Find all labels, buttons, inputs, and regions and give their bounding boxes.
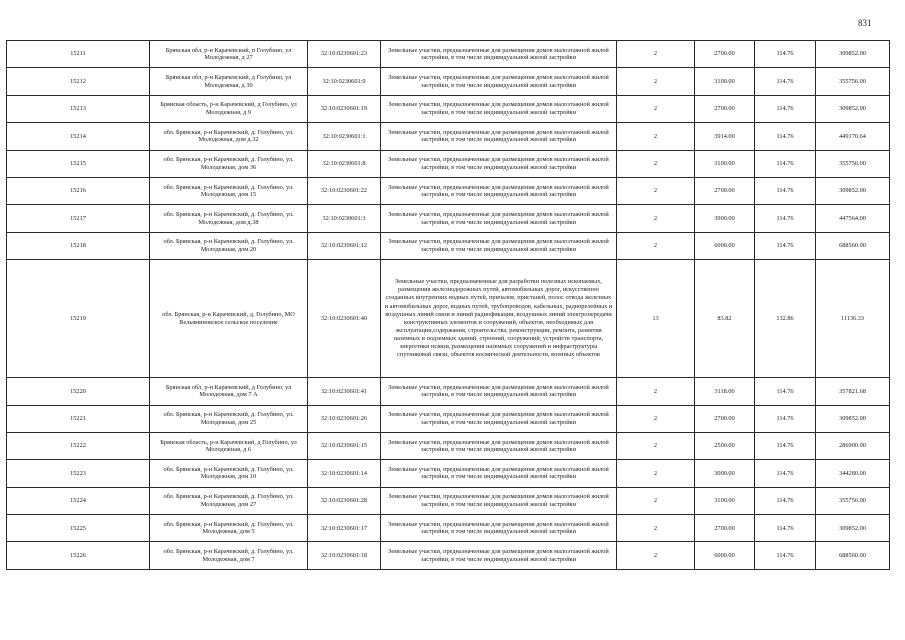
area-cell: 2700.00 [695, 405, 755, 432]
specific-value-cell: 114.76 [755, 378, 816, 405]
purpose-group-cell: 2 [617, 460, 695, 487]
row-number: 15216 [7, 177, 150, 204]
cadastral-number-cell: 32:10:0230601:41 [308, 378, 381, 405]
cadastral-number-cell: 32:10:0230601:15 [308, 432, 381, 459]
row-number: 15218 [7, 232, 150, 259]
table-row [7, 177, 890, 204]
purpose-group-cell: 13 [617, 260, 695, 378]
address-cell: обл. Брянская, р-н Карачевский, д. Голубино, ул. Молодежная, дом 27 [150, 487, 308, 514]
row-number: 15224 [7, 487, 150, 514]
specific-value-cell: 114.76 [755, 432, 816, 459]
cadastral-number-cell: 32:10:0230601:17 [308, 515, 381, 542]
row-number: 15215 [7, 150, 150, 177]
land-purpose-cell: Земельные участки, предназначенные для размещения домов малоэтажной жилой застройки, в том числе индивидуальной жилой застройки [381, 232, 617, 259]
row-number: 15221 [7, 405, 150, 432]
table-row [7, 123, 890, 150]
address-cell: Брянская обл, р-н Карачевский, д Голубино, ул Молодежная, дом 7 А [150, 378, 308, 405]
cadastral-value-cell: 309852.00 [816, 95, 890, 122]
cadastral-value-cell: 447564.00 [816, 205, 890, 232]
address-cell: обл. Брянская, р-н Карачевский, д. Голубино, ул. Молодежная, дом 7 [150, 542, 308, 569]
table-row [7, 378, 890, 405]
land-purpose-cell: Земельные участки, предназначенные для размещения домов малоэтажной жилой застройки, в том числе индивидуальной жилой застройки [381, 378, 617, 405]
address-cell: обл. Брянская, р-н Карачевский, д. Голубино, МО Вельяминовское сельское поселение [150, 260, 308, 378]
area-cell: 2700.00 [695, 177, 755, 204]
land-purpose-cell: Земельные участки, предназначенные для размещения домов малоэтажной жилой застройки, в том числе индивидуальной жилой застройки [381, 432, 617, 459]
specific-value-cell: 114.76 [755, 515, 816, 542]
row-number: 15217 [7, 205, 150, 232]
specific-value-cell: 114.76 [755, 232, 816, 259]
purpose-group-cell: 2 [617, 150, 695, 177]
area-cell: 6000.00 [695, 232, 755, 259]
row-number: 15211 [7, 41, 150, 68]
row-number: 15222 [7, 432, 150, 459]
table-row [7, 232, 890, 259]
address-cell: обл. Брянская, р-н Карачевский, д. Голубино, ул. Молодежная, дом д.32 [150, 123, 308, 150]
cadastral-value-cell: 355756.00 [816, 150, 890, 177]
purpose-group-cell: 2 [617, 95, 695, 122]
area-cell: 2500.00 [695, 432, 755, 459]
area-cell: 3100.00 [695, 150, 755, 177]
area-cell: 2700.00 [695, 41, 755, 68]
cadastral-number-cell: 32:10:0230601:9 [308, 68, 381, 95]
cadastral-number-cell: 32:10:0230601:19 [308, 95, 381, 122]
specific-value-cell: 114.76 [755, 487, 816, 514]
land-purpose-cell: Земельные участки, предназначенные для разработки полезных ископаемых, размещения железнодорожных путей, автомобильных дорог, искусственно созданных внутренних водных путей, причалов, пристаней, полос отвода железных и автомобильных дорог, водных путей, трубопроводов, кабельных, радиорелейных и воздушных линий связи и линий радиофикации, воздушных линий электропередачи конструктивных элементов и сооружений, объектов, необходимых для эксплуатации,содержания, строительства, реконструкции, ремонта, развития наземных и подземных зданий, строений, сооружений, устройств транспорта, энергетики нсвязи, размещения наземных сооружений и инфраструктуры спутниковой связи, объектов космической деятельности, военных объектов [381, 260, 617, 378]
specific-value-cell: 114.76 [755, 150, 816, 177]
purpose-group-cell: 2 [617, 405, 695, 432]
purpose-group-cell: 2 [617, 232, 695, 259]
land-purpose-cell: Земельные участки, предназначенные для размещения домов малоэтажной жилой застройки, в том числе индивидуальной жилой застройки [381, 515, 617, 542]
area-cell: 83.82 [695, 260, 755, 378]
specific-value-cell: 114.76 [755, 95, 816, 122]
address-cell: обл. Брянская, р-н Карачевский, д. Голубино, ул. Молодежная, дом 25 [150, 405, 308, 432]
land-purpose-cell: Земельные участки, предназначенные для размещения домов малоэтажной жилой застройки, в том числе индивидуальной жилой застройки [381, 123, 617, 150]
land-purpose-cell: Земельные участки, предназначенные для размещения домов малоэтажной жилой застройки, в том числе индивидуальной жилой застройки [381, 95, 617, 122]
cadastral-number-cell: 32:10:0230601:1 [308, 123, 381, 150]
land-purpose-cell: Земельные участки, предназначенные для размещения домов малоэтажной жилой застройки, в том числе индивидуальной жилой застройки [381, 177, 617, 204]
cadastral-value-cell: 286900.00 [816, 432, 890, 459]
area-cell: 3100.00 [695, 487, 755, 514]
purpose-group-cell: 2 [617, 123, 695, 150]
table-row [7, 432, 890, 459]
address-cell: Брянская обл, р-н Карачевский, п Голубино, ул Молодежная, д 27 [150, 41, 308, 68]
row-number: 15212 [7, 68, 150, 95]
cadastral-number-cell: 32:10:0230601:28 [308, 487, 381, 514]
page-number: 831 [858, 18, 872, 28]
address-cell: обл. Брянская, р-н Карачевский, д. Голубино, ул. Молодежная, дом 5 [150, 515, 308, 542]
area-cell: 3000.00 [695, 460, 755, 487]
table-row [7, 515, 890, 542]
cadastral-value-cell: 688560.00 [816, 542, 890, 569]
specific-value-cell: 114.76 [755, 68, 816, 95]
row-number: 15225 [7, 515, 150, 542]
purpose-group-cell: 2 [617, 41, 695, 68]
table-row [7, 487, 890, 514]
cadastral-value-cell: 344280.00 [816, 460, 890, 487]
table-row [7, 68, 890, 95]
purpose-group-cell: 2 [617, 177, 695, 204]
purpose-group-cell: 2 [617, 432, 695, 459]
area-cell: 2700.00 [695, 95, 755, 122]
land-purpose-cell: Земельные участки, предназначенные для размещения домов малоэтажной жилой застройки, в том числе индивидуальной жилой застройки [381, 487, 617, 514]
address-cell: обл. Брянская, р-н Карачевский, д. Голубино, ул. Молодежная, дом 10 [150, 460, 308, 487]
specific-value-cell: 114.76 [755, 205, 816, 232]
cadastral-value-cell: 357821.68 [816, 378, 890, 405]
land-purpose-cell: Земельные участки, предназначенные для размещения домов малоэтажной жилой застройки, в том числе индивидуальной жилой застройки [381, 460, 617, 487]
specific-value-cell: 132.86 [755, 260, 816, 378]
cadastral-value-cell: 309852.00 [816, 177, 890, 204]
table-row [7, 460, 890, 487]
area-cell: 3900.00 [695, 205, 755, 232]
cadastral-number-cell: 32:10:0230601:3 [308, 205, 381, 232]
purpose-group-cell: 2 [617, 205, 695, 232]
address-cell: обл. Брянская, р-н Карачевский, д. Голубино, ул. Молодежная, дом д.38 [150, 205, 308, 232]
area-cell: 6000.00 [695, 542, 755, 569]
cadastral-value-table [6, 40, 890, 570]
address-cell: обл. Брянская, р-н Карачевский, д. Голубино, ул. Молодежная, дом 20 [150, 232, 308, 259]
cadastral-number-cell: 32:10:0230601:26 [308, 405, 381, 432]
address-cell: обл. Брянская, р-н Карачевский, д. Голубино, ул. Молодежная, дом 15 [150, 177, 308, 204]
cadastral-value-cell: 309852.00 [816, 405, 890, 432]
land-purpose-cell: Земельные участки, предназначенные для размещения домов малоэтажной жилой застройки, в том числе индивидуальной жилой застройки [381, 41, 617, 68]
land-purpose-cell: Земельные участки, предназначенные для размещения домов малоэтажной жилой застройки, в том числе индивидуальной жилой застройки [381, 205, 617, 232]
purpose-group-cell: 2 [617, 378, 695, 405]
cadastral-number-cell: 32:10:0230601:22 [308, 177, 381, 204]
land-purpose-cell: Земельные участки, предназначенные для размещения домов малоэтажной жилой застройки, в том числе индивидуальной жилой застройки [381, 542, 617, 569]
table-row [7, 95, 890, 122]
cadastral-number-cell: 32:10:0230601:12 [308, 232, 381, 259]
purpose-group-cell: 2 [617, 542, 695, 569]
land-purpose-cell: Земельные участки, предназначенные для размещения домов малоэтажной жилой застройки, в том числе индивидуальной жилой застройки [381, 68, 617, 95]
cadastral-value-cell: 449170.64 [816, 123, 890, 150]
cadastral-value-cell: 309852.00 [816, 41, 890, 68]
row-number: 15223 [7, 460, 150, 487]
cadastral-number-cell: 32:10:0230601:8 [308, 150, 381, 177]
area-cell: 3914.00 [695, 123, 755, 150]
cadastral-value-cell: 355756.00 [816, 68, 890, 95]
area-cell: 3100.00 [695, 68, 755, 95]
row-number: 15219 [7, 260, 150, 378]
specific-value-cell: 114.76 [755, 542, 816, 569]
specific-value-cell: 114.76 [755, 177, 816, 204]
row-number: 15213 [7, 95, 150, 122]
table-row [7, 41, 890, 68]
specific-value-cell: 114.76 [755, 123, 816, 150]
cadastral-value-cell: 309852.00 [816, 515, 890, 542]
cadastral-value-cell: 11136.33 [816, 260, 890, 378]
land-purpose-cell: Земельные участки, предназначенные для размещения домов малоэтажной жилой застройки, в том числе индивидуальной жилой застройки [381, 405, 617, 432]
cadastral-number-cell: 32:10:0230601:40 [308, 260, 381, 378]
address-cell: Брянская область, р-н Карачевский, д Голубино, ул Молодежная, д 9 [150, 95, 308, 122]
land-purpose-cell: Земельные участки, предназначенные для размещения домов малоэтажной жилой застройки, в том числе индивидуальной жилой застройки [381, 150, 617, 177]
cadastral-number-cell: 32:10:0230601:14 [308, 460, 381, 487]
purpose-group-cell: 2 [617, 515, 695, 542]
specific-value-cell: 114.76 [755, 41, 816, 68]
cadastral-number-cell: 32:10:0230601:18 [308, 542, 381, 569]
table-row [7, 205, 890, 232]
purpose-group-cell: 2 [617, 68, 695, 95]
table-row [7, 150, 890, 177]
cadastral-number-cell: 32:10:0230601:23 [308, 41, 381, 68]
address-cell: Брянская обл, р-н Карачевский, д Голубино, ул Молодежная, д 30 [150, 68, 308, 95]
specific-value-cell: 114.76 [755, 405, 816, 432]
table-body [7, 41, 890, 570]
address-cell: обл. Брянская, р-н Карачевский, д. Голубино, ул. Молодежная, дом 36 [150, 150, 308, 177]
area-cell: 3118.00 [695, 378, 755, 405]
table-row [7, 542, 890, 569]
purpose-group-cell: 2 [617, 487, 695, 514]
cadastral-value-cell: 355756.00 [816, 487, 890, 514]
table-row [7, 260, 890, 378]
address-cell: Брянская область, р-н Карачевский, д Голубино, ул Молодежная, д 6 [150, 432, 308, 459]
row-number: 15214 [7, 123, 150, 150]
cadastral-value-cell: 688560.00 [816, 232, 890, 259]
specific-value-cell: 114.76 [755, 460, 816, 487]
table-row [7, 405, 890, 432]
area-cell: 2700.00 [695, 515, 755, 542]
row-number: 15220 [7, 378, 150, 405]
row-number: 15226 [7, 542, 150, 569]
